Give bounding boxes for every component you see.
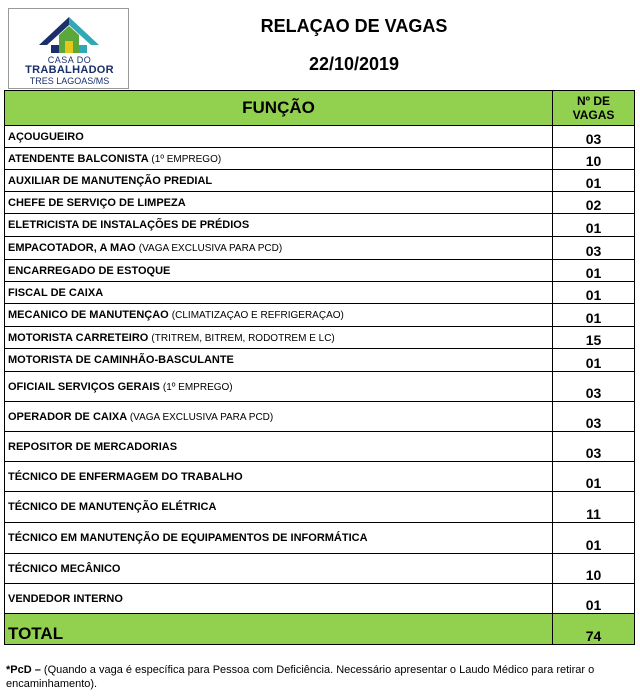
table-row <box>5 304 635 327</box>
job-title: FISCAL DE CAIXA <box>8 286 104 299</box>
job-detail: (VAGA EXCLUSIVA PARA PCD) <box>129 411 274 423</box>
job-function-cell <box>5 372 553 402</box>
table-row <box>5 462 635 492</box>
job-function-cell <box>5 260 553 282</box>
table-row <box>5 126 635 148</box>
job-title: ENCARREGADO DE ESTOQUE <box>8 264 171 277</box>
job-function-cell <box>5 432 553 462</box>
table-row <box>5 554 635 584</box>
job-function-cell <box>5 214 553 237</box>
job-title: AUXILIAR DE MANUTENÇÃO PREDIAL <box>8 174 213 187</box>
vacancy-count-cell: 01 <box>553 260 635 282</box>
table-row <box>5 214 635 237</box>
job-function-cell <box>5 402 553 432</box>
job-function-cell <box>5 170 553 192</box>
job-title: ATENDENTE BALCONISTA <box>8 152 149 165</box>
vacancy-count-cell: 03 <box>553 126 635 148</box>
job-detail: (VAGA EXCLUSIVA PARA PCD) <box>138 243 283 254</box>
job-function-cell <box>5 304 553 327</box>
vacancy-count-cell: 01 <box>553 214 635 237</box>
vacancy-count-cell: 15 <box>553 327 635 349</box>
table-row <box>5 192 635 214</box>
vacancy-count-cell: 11 <box>553 492 635 523</box>
job-title: MECANICO DE MANUTENÇAO <box>8 309 169 321</box>
vacancy-count-cell: 01 <box>553 170 635 192</box>
job-detail: (1º EMPREGO) <box>162 381 233 393</box>
job-title: ELETRICISTA DE INSTALAÇÕES DE PRÉDIOS <box>8 219 250 231</box>
vacancy-count-cell: 01 <box>553 584 635 614</box>
table-row <box>5 237 635 260</box>
header <box>4 4 636 90</box>
vacancy-count-cell: 02 <box>553 192 635 214</box>
job-function-cell <box>5 584 553 614</box>
job-function-cell <box>5 192 553 214</box>
table-header-row <box>5 91 635 126</box>
table-row <box>5 170 635 192</box>
job-title: TÉCNICO DE MANUTENÇÃO ELÉTRICA <box>8 501 217 513</box>
table-row <box>5 148 635 170</box>
footnote-text: (Quando a vaga é específica para Pessoa com Deficiência. Necessário apresentar o Laudo Médico para retirar o encaminhamento). <box>6 664 595 690</box>
vacancy-count-cell: 01 <box>553 523 635 554</box>
footnote <box>6 663 634 691</box>
job-title: CHEFE DE SERVIÇO DE LIMPEZA <box>8 196 186 209</box>
vacancy-count-cell: 01 <box>553 349 635 372</box>
job-function-cell <box>5 349 553 372</box>
table-row <box>5 584 635 614</box>
logo-text-trabalhador: TRABALHADOR <box>25 64 114 76</box>
vacancies-table <box>4 90 635 645</box>
table-row <box>5 260 635 282</box>
vacancy-count-cell: 01 <box>553 462 635 492</box>
table-body <box>5 126 635 614</box>
vacancy-count-cell: 10 <box>553 554 635 584</box>
logo-text-casa-do: CASA DO <box>47 55 92 65</box>
table-row <box>5 327 635 349</box>
job-function-cell <box>5 237 553 260</box>
job-title: MOTORISTA CARRETEIRO <box>8 331 149 344</box>
vacancy-count-cell: 01 <box>553 304 635 327</box>
job-function-cell <box>5 327 553 349</box>
job-title: VENDEDOR INTERNO <box>8 592 123 605</box>
job-function-cell <box>5 126 553 148</box>
logo-text-city: TRES LAGOAS/MS <box>29 76 110 86</box>
job-detail: (1º EMPREGO) <box>151 153 222 165</box>
job-title: OFICIAIL SERVIÇOS GERAIS <box>8 380 160 393</box>
vacancy-count-cell: 01 <box>553 282 635 304</box>
job-detail: (CLIMATIZAÇAO E REFRIGERAÇAO) <box>171 310 344 321</box>
job-title: OPERADOR DE CAIXA <box>8 410 127 423</box>
table-row <box>5 523 635 554</box>
job-function-cell <box>5 282 553 304</box>
table-row <box>5 402 635 432</box>
table-row <box>5 372 635 402</box>
footnote-term: *PcD – <box>6 664 41 676</box>
job-function-cell <box>5 148 553 170</box>
table-row <box>5 282 635 304</box>
job-function-cell <box>5 523 553 554</box>
page-date: 22/10/2019 <box>308 54 400 74</box>
job-title: TÉCNICO MECÂNICO <box>8 562 121 575</box>
total-row <box>5 614 635 645</box>
table-row <box>5 349 635 372</box>
column-header-function: FUNÇÃO <box>5 91 553 126</box>
table-row <box>5 492 635 523</box>
column-header-count: Nº DE VAGAS <box>553 91 635 126</box>
vacancy-count-cell: 03 <box>553 237 635 260</box>
job-title: REPOSITOR DE MERCADORIAS <box>8 440 178 453</box>
house-logo-icon <box>37 15 101 55</box>
page-title: RELAÇAO DE VAGAS <box>260 16 448 36</box>
job-function-cell <box>5 462 553 492</box>
vacancy-count-cell: 03 <box>553 372 635 402</box>
vacancy-count-cell: 03 <box>553 432 635 462</box>
vacancy-count-cell: 03 <box>553 402 635 432</box>
job-title: AÇOUGUEIRO <box>8 130 84 143</box>
job-function-cell <box>5 554 553 584</box>
job-function-cell <box>5 492 553 523</box>
job-title: TÉCNICO DE ENFERMAGEM DO TRABALHO <box>8 470 243 483</box>
job-detail: (TRITREM, BITREM, RODOTREM E LC) <box>151 332 335 344</box>
casa-do-trabalhador-logo <box>8 8 129 89</box>
table-row <box>5 432 635 462</box>
job-title: EMPACOTADOR, A MAO <box>8 242 136 254</box>
job-title: TÉCNICO EM MANUTENÇÃO DE EQUIPAMENTOS DE INFORMÁTICA <box>8 532 368 544</box>
job-title: MOTORISTA DE CAMINHÃO-BASCULANTE <box>8 354 234 366</box>
total-label: TOTAL <box>5 614 553 645</box>
total-value: 74 <box>553 614 635 645</box>
vacancy-count-cell: 10 <box>553 148 635 170</box>
